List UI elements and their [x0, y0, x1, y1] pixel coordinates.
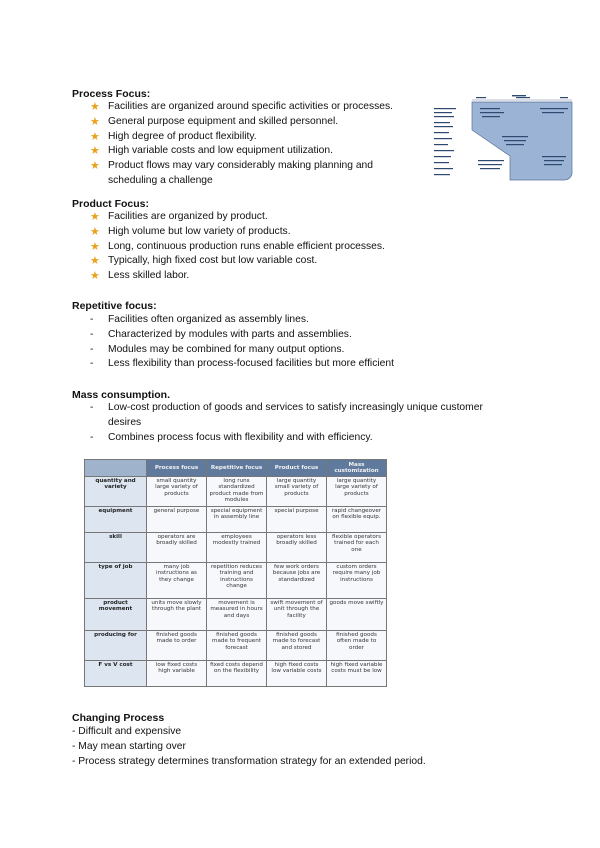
table-cell: units move slowly through the plant	[147, 599, 207, 631]
list-item: - Less flexibility than process-focused facilities but more efficient	[88, 357, 528, 372]
table-cell: special purpose	[267, 507, 327, 533]
list-item: ★ Product flows may vary considerably making planning and	[90, 160, 373, 173]
star-bullet-icon: ★	[90, 160, 100, 173]
table-row	[85, 533, 387, 563]
product-focus-heading: Product Focus:	[72, 198, 150, 210]
table-cell: general purpose	[147, 507, 207, 533]
mass-consumption-heading: Mass consumption.	[72, 389, 171, 401]
table-header-cell: Mass customization	[327, 460, 387, 477]
row-label: quantity and variety	[85, 477, 147, 507]
list-item: ★ Typically, high fixed cost but low variable cost.	[90, 255, 318, 268]
list-item: ★ High degree of product flexibility.	[90, 130, 257, 143]
table-cell: finished goods made to forecast and stored	[267, 631, 327, 661]
list-item: ★ Long, continuous production runs enable efficient processes.	[90, 240, 385, 253]
table-cell: movement is measured in hours and days	[207, 599, 267, 631]
star-bullet-icon: ★	[90, 270, 100, 283]
table-cell: finished goods made to frequent forecast	[207, 631, 267, 661]
list-item: - May mean starting over	[72, 740, 186, 752]
table-cell: small quantity large variety of products	[147, 477, 207, 507]
table-cell: operators are broadly skilled	[147, 533, 207, 563]
table-header-row	[85, 460, 387, 477]
table-row	[85, 661, 387, 687]
table-cell: finished goods made to order	[147, 631, 207, 661]
comparison-table	[84, 459, 387, 687]
dash-bullet: -	[90, 358, 94, 370]
list-item: - Combines process focus with flexibility and with efficiency.	[88, 431, 548, 446]
table-cell: finished goods often made to order	[327, 631, 387, 661]
list-item: ★ General purpose equipment and skilled personnel.	[90, 115, 339, 128]
list-item: - Characterized by modules with parts and assemblies.	[88, 328, 528, 343]
dash-bullet: -	[90, 328, 94, 340]
row-label: product movement	[85, 599, 147, 631]
list-item: ★ Facilities are organized around specific activities or processes.	[90, 101, 394, 113]
row-label: type of job	[85, 563, 147, 599]
star-bullet-icon: ★	[90, 101, 100, 113]
table-header-cell: Product focus	[267, 460, 327, 477]
table-cell: large quantity small variety of products	[267, 477, 327, 507]
table-cell: flexible operators trained for each one	[327, 533, 387, 563]
row-label: producing for	[85, 631, 147, 661]
process-focus-heading: Process Focus:	[72, 88, 151, 100]
star-bullet-icon: ★	[90, 130, 100, 143]
repetitive-focus-heading: Repetitive focus:	[72, 300, 157, 312]
table-cell: employees modestly trained	[207, 533, 267, 563]
table-header-cell: Repetitive focus	[207, 460, 267, 477]
list-item: - Low-cost production of goods and services to satisfy increasingly unique customer	[88, 401, 548, 416]
table-row	[85, 599, 387, 631]
table-row	[85, 507, 387, 533]
table-cell: special equipment in assembly line	[207, 507, 267, 533]
table-row	[85, 477, 387, 507]
dash-bullet: -	[90, 314, 94, 325]
changing-process-heading: Changing Process	[72, 712, 165, 724]
table-cell: fixed costs depend on the flexibility	[207, 661, 267, 687]
list-item-continuation: desires	[108, 416, 142, 428]
table-cell: large quantity large variety of products	[327, 477, 387, 507]
repetitive-focus-list	[88, 313, 528, 372]
list-item: ★ Facilities are organized by product.	[90, 211, 268, 223]
list-item-continuation: scheduling a challenge	[108, 174, 213, 186]
table-cell: few work orders because jobs are standardized	[267, 563, 327, 599]
star-bullet-icon: ★	[90, 225, 100, 238]
dash-bullet: -	[90, 431, 94, 443]
table-row	[85, 563, 387, 599]
list-item: ★ High variable costs and low equipment utilization.	[90, 145, 333, 158]
table-cell: custom orders require many job instructions	[327, 563, 387, 599]
table-row	[85, 631, 387, 661]
table-cell: swift movement of unit through the facility	[267, 599, 327, 631]
list-item: - Difficult and expensive	[72, 726, 182, 737]
row-label: skill	[85, 533, 147, 563]
table-cell: repetition reduces training and instructions change	[207, 563, 267, 599]
star-bullet-icon: ★	[90, 255, 100, 268]
table-cell: operators less broadly skilled	[267, 533, 327, 563]
table-cell: many job instructions as they change	[147, 563, 207, 599]
star-bullet-icon: ★	[90, 211, 100, 223]
table-header-cell	[85, 460, 147, 477]
star-bullet-icon: ★	[90, 115, 100, 128]
comparison-table-image	[84, 459, 386, 695]
table-cell: goods move swiftly	[327, 599, 387, 631]
list-item: ★ Less skilled labor.	[90, 270, 190, 283]
table-cell: long runs standardized product made from modules	[207, 477, 267, 507]
dash-bullet: -	[90, 343, 94, 355]
star-bullet-icon: ★	[90, 145, 100, 158]
table-cell: high fixed variable costs must be low	[327, 661, 387, 687]
product-focus-list	[88, 210, 508, 284]
list-item: - Modules may be combined for many output options.	[88, 343, 528, 358]
list-item: - Facilities often organized as assembly lines.	[88, 313, 528, 328]
star-bullet-icon: ★	[90, 240, 100, 253]
table-cell: high fixed costs low variable costs	[267, 661, 327, 687]
list-item: - Process strategy determines transformation strategy for an extended period.	[72, 755, 426, 767]
process-focus-list	[88, 100, 418, 189]
row-label: equipment	[85, 507, 147, 533]
row-label: F vs V cost	[85, 661, 147, 687]
changing-process-list	[72, 725, 532, 769]
process-strategy-diagram	[432, 94, 576, 186]
table-header-cell: Process focus	[147, 460, 207, 477]
mass-consumption-list	[88, 401, 548, 445]
table-cell: rapid changeover on flexible equip.	[327, 507, 387, 533]
dash-bullet: -	[90, 402, 94, 413]
list-item: ★ High volume but low variety of products.	[90, 225, 291, 238]
table-cell: low fixed costs high variable	[147, 661, 207, 687]
